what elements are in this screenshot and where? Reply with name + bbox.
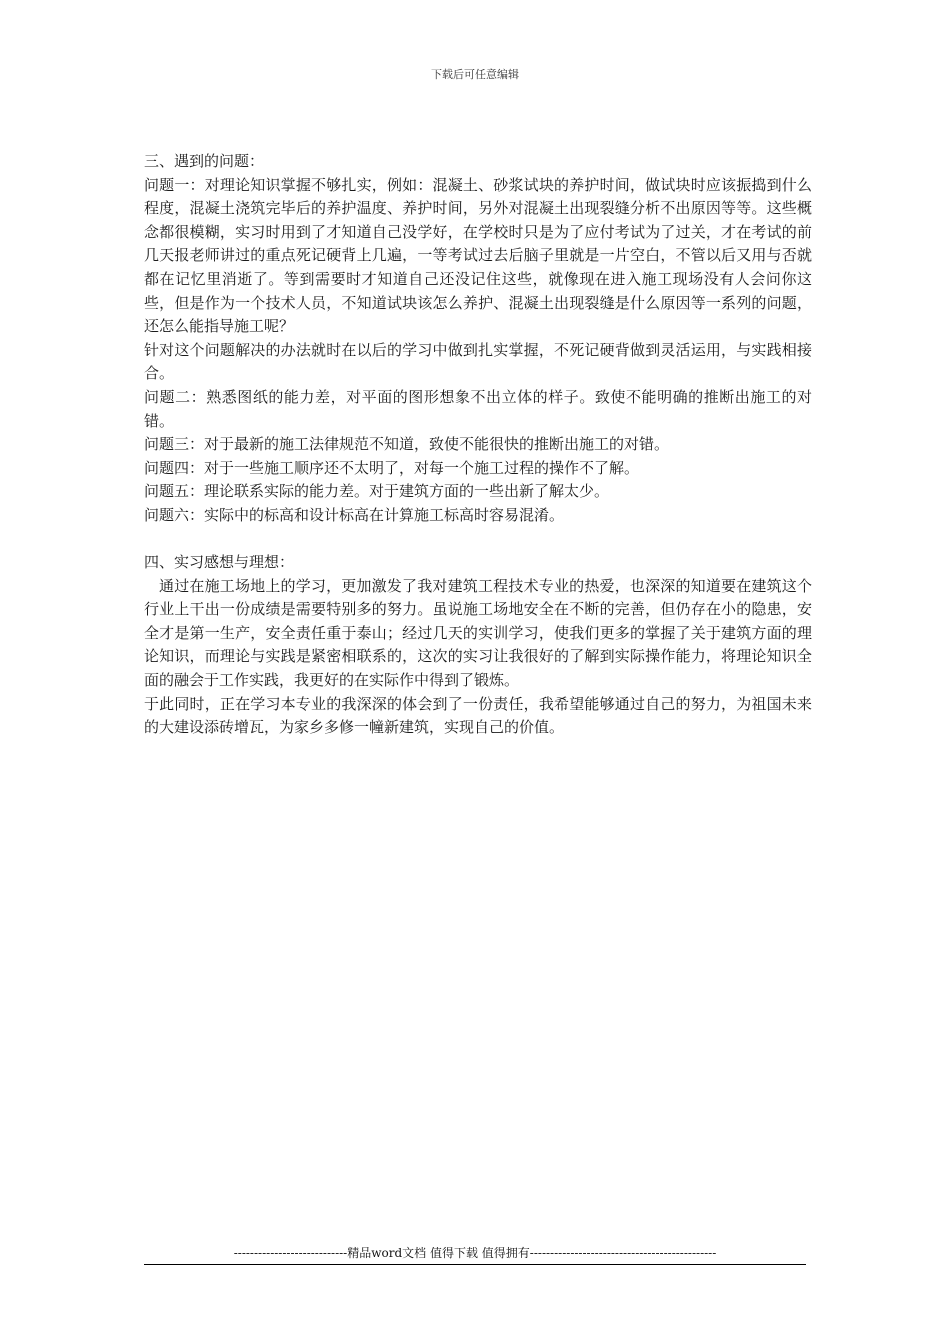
section-3-heading: 三、遇到的问题： xyxy=(144,152,265,170)
problem-4-paragraph: 问题四：对于一些施工顺序还不太明了，对每一个施工过程的操作不了解。 xyxy=(144,458,640,477)
reflection-paragraph-2: 于此同时，正在学习本专业的我深深的体会到了一份责任，我希望能够通过自己的努力，为祖国未来的大建设添砖增瓦，为家乡多修一幢新建筑，实现自己的价值。 xyxy=(144,694,812,737)
section-spacer xyxy=(144,528,812,552)
problem-6-paragraph: 问题六：实际中的标高和设计标高在计算施工标高时容易混淆。 xyxy=(144,505,565,524)
problem-1-solution-paragraph: 针对这个问题解决的办法就时在以后的学习中做到扎实掌握，不死记硬背做到灵活运用，与实践相接合。 xyxy=(144,340,812,383)
problem-5-paragraph: 问题五：理论联系实际的能力差。对于建筑方面的一些出新了解太少。 xyxy=(144,482,610,501)
page-footer: ----------------------------精品word文档 值得下载 值得拥有---------------------------------------------- xyxy=(144,1244,806,1265)
page-header-note: 下载后可任意编辑 xyxy=(431,68,519,81)
section-4-heading: 四、实习感想与理想： xyxy=(144,553,295,572)
problem-2-paragraph: 问题二：熟悉图纸的能力差，对平面的图形想象不出立体的样子。致使不能明确的推断出施工的对错。 xyxy=(144,387,812,430)
problem-3-paragraph: 问题三：对于最新的施工法律规范不知道，致使不能很快的推断出施工的对错。 xyxy=(144,435,670,454)
reflection-paragraph-1: 通过在施工场地上的学习，更加激发了我对建筑工程技术专业的热爱，也深深的知道要在建筑这个行业上干出一份成绩是需要特别多的努力。虽说施工场地安全在不断的完善，但仍存在小的隐患，安全才是第一生产，安全责任重于泰山；经过几天的实训学习，使我们更多的掌握了关于建筑方面的理论知识，而理论与实践是紧密相联系的，这次的实习让我很好的了解到实际操作能力，将理论知识全面的融会于工作实践，我更好的在实际作中得到了锻炼。 xyxy=(144,576,812,690)
document-body xyxy=(144,150,812,740)
problem-1-paragraph: 问题一：对理论知识掌握不够扎实，例如：混凝土、砂浆试块的养护时间，做试块时应该振捣到什么程度，混凝土浇筑完毕后的养护温度、养护时间，另外对混凝土出现裂缝分析不出原因等等。这些概念都很模糊，实习时用到了才知道自己没学好，在学校时只是为了应付考试为了过关，才在考试的前几天报老师讲过的重点死记硬背上几遍，一等考试过去后脑子里就是一片空白，不管以后又用与否就都在记忆里消逝了。等到需要时才知道自己还没记住这些，就像现在进入施工现场没有人会问你这些，但是作为一个技术人员，不知道试块该怎么养护、混凝土出现裂缝是什么原因等一系列的问题，还怎么能指导施工呢？ xyxy=(144,175,812,336)
